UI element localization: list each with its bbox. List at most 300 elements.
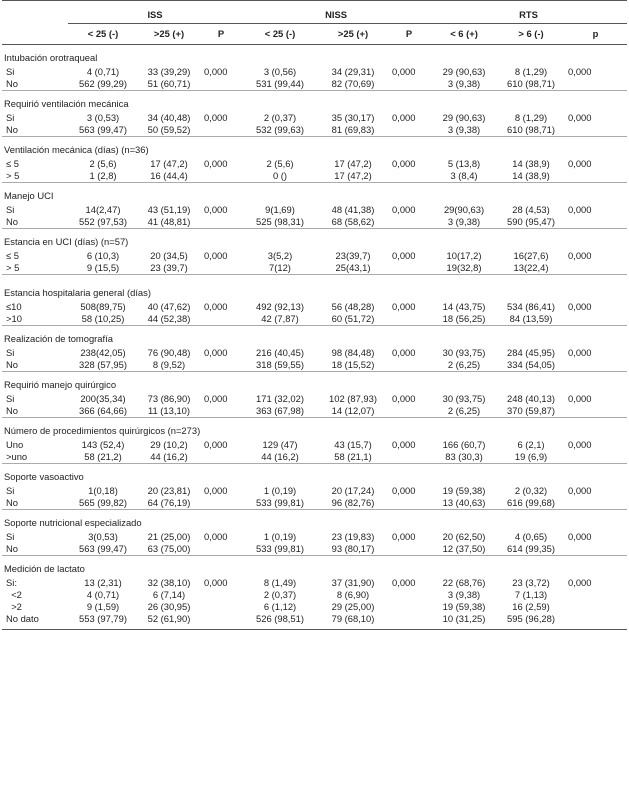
p-value-cell: 0,000 (392, 112, 416, 123)
p-value-cell: 0,000 (204, 250, 228, 261)
row-label: Si: (6, 577, 17, 588)
table-row (2, 301, 627, 313)
table-row (2, 78, 627, 91)
p-value-cell (564, 359, 627, 372)
table-cell: 43 (15,7) (334, 439, 372, 450)
table-cell: 81 (69,83) (331, 124, 375, 135)
table-cell: 16 (44,4) (150, 170, 188, 181)
p-value-cell (564, 78, 627, 91)
table-cell: 3 (0,53) (86, 112, 120, 123)
table-cell: 20 (62,50) (442, 531, 486, 542)
section-title: Intubación orotraqueal (4, 52, 98, 63)
p-value-cell (388, 216, 430, 229)
p-value-cell (388, 613, 430, 630)
table-row (2, 347, 627, 359)
p-value-cell: 0,000 (204, 531, 228, 542)
p-value-cell: 0,000 (392, 204, 416, 215)
corner-cell (2, 1, 68, 24)
section-header-row (2, 91, 627, 113)
p-value-cell: 0,000 (392, 439, 416, 450)
table-cell: 2 (5,6) (89, 158, 117, 169)
section-title: Manejo UCI (2, 183, 627, 205)
table-cell: 14 (12,07) (331, 405, 375, 416)
table-cell: 14 (38,9) (512, 158, 550, 169)
table-cell: 562 (99,29) (79, 78, 127, 89)
p-value-cell (200, 613, 242, 630)
table-cell: 370 (59,87) (507, 405, 555, 416)
p-value-cell (200, 451, 242, 464)
p-value-cell: 0,000 (568, 531, 592, 542)
table-cell: 8 (6,90) (336, 589, 370, 600)
p-value-cell: 0,000 (392, 393, 416, 404)
table-cell: 35 (30,17) (331, 112, 375, 123)
table-cell: 17 (47,2) (334, 170, 372, 181)
p-value-cell (388, 359, 430, 372)
p-value-cell (388, 405, 430, 418)
row-label-header (2, 24, 68, 45)
table-cell: 25(43,1) (335, 262, 371, 273)
p-value-cell: 0,000 (568, 439, 592, 450)
table-row (2, 485, 627, 497)
table-cell: 79 (68,10) (318, 613, 388, 630)
table-cell: 23(39,7) (335, 250, 371, 261)
row-label: Si (6, 347, 15, 358)
table-cell: 26 (30,95) (147, 601, 191, 612)
table-cell: 19 (59,38) (442, 601, 486, 612)
group-header-iss: ISS (68, 1, 242, 24)
table-row (2, 124, 627, 137)
p-value-cell: 0,000 (392, 485, 416, 496)
table-cell: 363 (67,98) (256, 405, 304, 416)
table-cell: 552 (97,53) (79, 216, 127, 227)
table-cell: 22 (68,76) (442, 577, 486, 588)
p-value-cell (388, 601, 430, 613)
section-header-row (2, 372, 627, 394)
table-row (2, 497, 627, 510)
table-row (2, 204, 627, 216)
table-cell: 82 (70,69) (331, 78, 375, 89)
p-value-cell (388, 543, 430, 556)
column-header: < 25 (-) (242, 24, 318, 45)
p-value-cell: 0,000 (392, 301, 416, 312)
p-value-cell: 0,000 (568, 301, 592, 312)
table-cell: 14(2,47) (85, 204, 121, 215)
table-cell: 563 (99,47) (79, 543, 127, 554)
table-cell: 20 (17,24) (331, 485, 375, 496)
table-cell: 41 (48,81) (147, 216, 191, 227)
table-cell: 34 (40,48) (147, 112, 191, 123)
table-cell: 9 (1,59) (86, 601, 120, 612)
table-cell: 614 (99,35) (507, 543, 555, 554)
table-cell: 58 (21,2) (84, 451, 122, 462)
table-cell: 4 (0,65) (514, 531, 548, 542)
table-cell: 534 (86,41) (507, 301, 555, 312)
row-label: Si (6, 112, 15, 123)
p-value-cell (388, 124, 430, 137)
p-value-cell (564, 216, 627, 229)
table-cell: 492 (92,13) (256, 301, 304, 312)
p-value-cell: 0,000 (392, 250, 416, 261)
table-cell: 44 (16,2) (150, 451, 188, 462)
table-cell: 14 (43,75) (442, 301, 486, 312)
table-cell: 1 (0,19) (263, 531, 297, 542)
table-row (2, 158, 627, 170)
row-label: No (6, 543, 18, 554)
table-cell: 18 (15,52) (331, 359, 375, 370)
p-value-cell (200, 216, 242, 229)
p-value-cell (388, 451, 430, 464)
table-cell: 19(32,8) (446, 262, 482, 273)
p-value-cell: 0,000 (204, 301, 228, 312)
table-row (2, 531, 627, 543)
p-value-cell: 0,000 (204, 577, 228, 588)
table-cell: 532 (99,63) (256, 124, 304, 135)
p-value-cell (200, 601, 242, 613)
table-cell: 284 (45,95) (507, 347, 555, 358)
table-row (2, 313, 627, 326)
table-row (2, 439, 627, 451)
table-cell: 60 (51,72) (331, 313, 375, 324)
table-cell: 248 (40,13) (507, 393, 555, 404)
row-label: Si (6, 393, 15, 404)
table-cell: 2 (6,25) (447, 405, 481, 416)
row-label: No (6, 216, 18, 227)
section-title: Número de procedimientos quirúrgicos (n=273) (2, 418, 627, 440)
p-value-cell (564, 543, 627, 556)
table-cell: 58 (21,1) (334, 451, 372, 462)
table-cell: 17 (47,2) (334, 158, 372, 169)
p-value-cell: 0,000 (568, 393, 592, 404)
p-value-cell (564, 170, 627, 183)
table-cell: 531 (99,44) (256, 78, 304, 89)
table-cell: 73 (86,90) (147, 393, 191, 404)
table-cell: 50 (59,52) (147, 124, 191, 135)
table-cell: 30 (93,75) (442, 393, 486, 404)
table-cell: 6 (2,1) (517, 439, 545, 450)
table-cell: 5 (13,8) (447, 158, 481, 169)
table-cell: 10 (31,25) (430, 613, 498, 630)
row-label: Si (6, 66, 15, 77)
section-title: Realización de tomografía (2, 326, 627, 348)
p-value-cell (200, 359, 242, 372)
row-label: >2 (6, 601, 22, 612)
row-label: Si (6, 531, 15, 542)
table-cell: 4 (0,71) (86, 66, 120, 77)
p-value-cell (564, 451, 627, 464)
table-cell: 13(22,4) (513, 262, 549, 273)
column-header: P (200, 24, 242, 45)
row-label: No (6, 124, 18, 135)
row-label: >uno (6, 451, 28, 462)
section-title: Estancia hospitalaria general (días) (2, 275, 627, 302)
p-value-cell (200, 405, 242, 418)
table-cell: 526 (98,51) (242, 613, 318, 630)
p-value-cell: 0,000 (392, 577, 416, 588)
table-cell: 83 (30,3) (445, 451, 483, 462)
table-cell: 13 (2,31) (84, 577, 122, 588)
table-cell: 18 (56,25) (442, 313, 486, 324)
table-cell: 23 (3,72) (512, 577, 550, 588)
p-value-cell (200, 78, 242, 91)
table-cell: 334 (54,05) (507, 359, 555, 370)
table-cell: 166 (60,7) (442, 439, 486, 450)
p-value-cell (200, 497, 242, 510)
table-cell: 42 (7,87) (261, 313, 299, 324)
p-value-cell (388, 497, 430, 510)
table-cell: 1(0,18) (88, 485, 118, 496)
table-cell: 29(90,63) (443, 204, 485, 215)
table-cell: 2 (5,6) (266, 158, 294, 169)
table-cell: 84 (13,59) (509, 313, 553, 324)
table-row (2, 170, 627, 183)
table-row (2, 66, 627, 78)
table-cell: 68 (58,62) (331, 216, 375, 227)
p-value-cell: 0,000 (568, 158, 592, 169)
section-title: Requirió manejo quirúrgico (2, 372, 627, 394)
table-cell: 4 (0,71) (86, 589, 120, 600)
table-cell: 29 (10,2) (150, 439, 188, 450)
row-label: No (6, 359, 18, 370)
p-value-cell (200, 543, 242, 556)
table-cell: 129 (47) (262, 439, 298, 450)
table-cell: 9(1,69) (265, 204, 295, 215)
row-label: >10 (6, 313, 22, 324)
table-cell: 11 (13,10) (147, 405, 191, 416)
table-cell: 3 (8,4) (450, 170, 478, 181)
table-cell: 14 (38,9) (512, 170, 550, 181)
table-cell: 6 (1,12) (263, 601, 297, 612)
table-row (2, 359, 627, 372)
row-label: No (6, 405, 18, 416)
row-label: No dato (2, 613, 68, 630)
p-value-cell (564, 124, 627, 137)
table-cell: 23 (19,83) (331, 531, 375, 542)
table-cell: 3 (9,38) (447, 589, 481, 600)
table-row (2, 589, 627, 601)
table-cell: 366 (64,66) (79, 405, 127, 416)
row-label: > 5 (6, 170, 20, 181)
p-value-cell: 0,000 (568, 577, 592, 588)
p-value-cell (564, 601, 627, 613)
row-label: Si (6, 485, 15, 496)
table-cell: 171 (32,02) (256, 393, 304, 404)
table-cell: 30 (93,75) (442, 347, 486, 358)
table-cell: 98 (84,48) (331, 347, 375, 358)
p-value-cell (388, 262, 430, 275)
table-cell: 34 (29,31) (331, 66, 375, 77)
table-cell: 610 (98,71) (507, 124, 555, 135)
table-cell: 64 (76,19) (147, 497, 191, 508)
table-cell: 3(5,2) (267, 250, 293, 261)
column-header-row (2, 24, 627, 45)
table-cell: 1 (2,8) (89, 170, 117, 181)
section-title: Ventilación mecánica (días) (n=36) (2, 137, 627, 159)
p-value-cell: 0,000 (204, 204, 228, 215)
table-cell: 33 (39,29) (147, 66, 191, 77)
table-cell: 32 (38,10) (147, 577, 191, 588)
table-row (2, 577, 627, 589)
section-header-row (2, 326, 627, 348)
section-title: Medición de lactato (2, 556, 627, 578)
table-cell: 3 (9,38) (447, 216, 481, 227)
p-value-cell (564, 589, 627, 601)
table-cell: 6 (10,3) (86, 250, 120, 261)
table-cell: 8 (1,49) (263, 577, 297, 588)
table-cell: 44 (16,2) (261, 451, 299, 462)
p-value-cell (200, 262, 242, 275)
table-cell: 16 (2,59) (512, 601, 550, 612)
p-value-cell: 0,000 (568, 485, 592, 496)
table-cell: 3 (0,56) (263, 66, 297, 77)
row-label: ≤ 5 (6, 250, 19, 261)
p-value-cell: 0,000 (204, 158, 228, 169)
table-cell: 29 (25,00) (331, 601, 375, 612)
p-value-cell: 0,000 (204, 347, 228, 358)
table-cell: 318 (59,55) (256, 359, 304, 370)
table-cell: 29 (90,63) (442, 112, 486, 123)
table-cell: 1 (0,19) (263, 485, 297, 496)
table-cell: 17 (47,2) (150, 158, 188, 169)
p-value-cell (564, 613, 627, 630)
table-cell: 0 () (272, 170, 288, 181)
table-cell: 52 (61,90) (138, 613, 200, 630)
table-cell: 93 (80,17) (331, 543, 375, 554)
p-value-cell (564, 405, 627, 418)
section-title: Soporte nutricional especializado (2, 510, 627, 532)
table-row (2, 112, 627, 124)
table-cell: 616 (99,68) (507, 497, 555, 508)
table-cell: 44 (52,38) (147, 313, 191, 324)
table-cell: 238(42,05) (80, 347, 126, 358)
table-row (2, 216, 627, 229)
table-row (2, 405, 627, 418)
table-cell: 2 (0,32) (514, 485, 548, 496)
table-cell: 3(0,53) (88, 531, 118, 542)
column-header: < 6 (+) (430, 24, 498, 45)
p-value-cell (564, 313, 627, 326)
row-label: ≤10 (6, 301, 22, 312)
table-cell: 28 (4,53) (512, 204, 550, 215)
table-cell: 16(27,6) (513, 250, 549, 261)
row-label: <2 (6, 589, 22, 600)
table-cell: 20 (34,5) (150, 250, 188, 261)
p-value-cell: 0,000 (392, 158, 416, 169)
table-cell: 63 (75,00) (147, 543, 191, 554)
column-header: P (388, 24, 430, 45)
section-header-row (2, 464, 627, 486)
group-header-rts: RTS (430, 1, 627, 24)
table-cell: 216 (40,45) (256, 347, 304, 358)
table-cell: 19 (6,9) (514, 451, 548, 462)
row-label: Uno (6, 439, 24, 450)
table-row (2, 451, 627, 464)
table-cell: 3 (9,38) (447, 78, 481, 89)
table-cell: 200(35,34) (80, 393, 126, 404)
table-cell: 40 (47,62) (147, 301, 191, 312)
column-header: > 6 (-) (498, 24, 564, 45)
row-label: No (6, 497, 18, 508)
table-row (2, 250, 627, 262)
table-cell: 56 (48,28) (331, 301, 375, 312)
table-cell: 8 (1,29) (514, 66, 548, 77)
table-cell: 58 (10,25) (81, 313, 125, 324)
group-header-row (2, 1, 627, 24)
results-table (2, 0, 627, 630)
p-value-cell: 0,000 (568, 66, 592, 77)
table-cell: 328 (57,95) (79, 359, 127, 370)
table-cell: 13 (40,63) (442, 497, 486, 508)
section-header-row (2, 556, 627, 578)
p-value-cell: 0,000 (568, 250, 592, 261)
section-header-row (2, 275, 627, 302)
table-cell: 3 (9,38) (447, 124, 481, 135)
table-row (2, 601, 627, 613)
table-cell: 23 (39,7) (150, 262, 188, 273)
group-header-niss: NISS (242, 1, 430, 24)
section-title: Soporte vasoactivo (2, 464, 627, 486)
p-value-cell (388, 313, 430, 326)
p-value-cell (200, 313, 242, 326)
table-cell: 533 (99,81) (256, 543, 304, 554)
column-header: p (564, 24, 627, 45)
table-cell: 565 (99,82) (79, 497, 127, 508)
p-value-cell: 0,000 (392, 347, 416, 358)
column-header: >25 (+) (138, 24, 200, 45)
p-value-cell (200, 170, 242, 183)
section-header-row (2, 229, 627, 251)
row-label: Si (6, 204, 15, 215)
section-header-row (2, 45, 627, 67)
table-cell: 20 (23,81) (147, 485, 191, 496)
table-cell: 12 (37,50) (442, 543, 486, 554)
table-cell: 595 (96,28) (498, 613, 564, 630)
table-cell: 29 (90,63) (442, 66, 486, 77)
table-body (2, 45, 627, 630)
section-title: Requirió ventilación mecánica (2, 91, 627, 113)
p-value-cell: 0,000 (204, 66, 228, 77)
p-value-cell: 0,000 (204, 439, 228, 450)
section-header-row (2, 183, 627, 205)
table-cell: 2 (0,37) (263, 589, 297, 600)
table-cell: 508(89,75) (80, 301, 126, 312)
p-value-cell (388, 78, 430, 91)
p-value-cell (200, 124, 242, 137)
p-value-cell (564, 497, 627, 510)
table-cell: 2 (6,25) (447, 359, 481, 370)
table-cell: 610 (98,71) (507, 78, 555, 89)
row-label: ≤ 5 (6, 158, 19, 169)
table-cell: 37 (31,90) (331, 577, 375, 588)
table-cell: 7(12) (269, 262, 291, 273)
table-cell: 8 (9,52) (152, 359, 186, 370)
table-cell: 51 (60,71) (147, 78, 191, 89)
table-cell: 553 (97,79) (68, 613, 138, 630)
table-cell: 48 (41,38) (331, 204, 375, 215)
table-row (2, 393, 627, 405)
row-label: No (6, 78, 18, 89)
p-value-cell (388, 170, 430, 183)
p-value-cell (564, 262, 627, 275)
column-header: >25 (+) (318, 24, 388, 45)
table-cell: 10(17,2) (446, 250, 482, 261)
p-value-cell: 0,000 (204, 393, 228, 404)
table-cell: 525 (98,31) (256, 216, 304, 227)
table-row (2, 543, 627, 556)
table-cell: 7 (1,13) (514, 589, 548, 600)
p-value-cell: 0,000 (204, 485, 228, 496)
table-cell: 563 (99,47) (79, 124, 127, 135)
section-header-row (2, 418, 627, 440)
